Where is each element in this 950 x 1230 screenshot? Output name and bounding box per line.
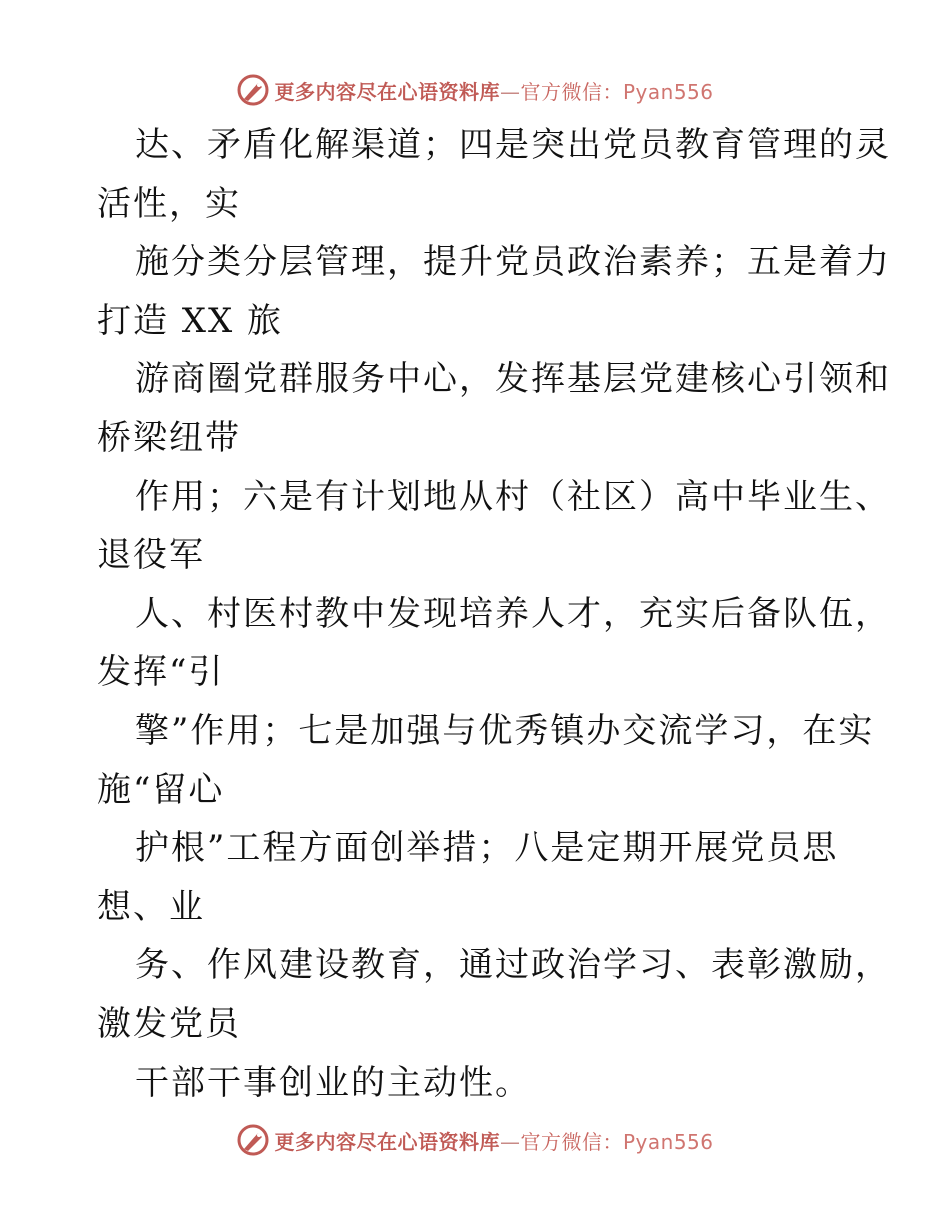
header-separator: — [499,79,521,104]
text-line: 作用；六是有计划地从村（社区）高中毕业生、 [135,476,891,517]
text-line: 达、矛盾化解渠道；四是突出党员教育管理的灵 [135,125,891,165]
text-line: 人、村医村教中发现培养人才，充实后备队伍， [135,593,891,634]
header-banner [0,70,950,110]
document-body [97,116,891,1112]
text-line: 施分类分层管理，提升党员政治素养；五是着力 [135,242,891,283]
footer-banner [0,1120,950,1160]
footer-separator: — [499,1129,521,1154]
header-text [274,76,713,105]
header-wechat-label: 官方微信： [520,79,623,104]
header-brand: 更多内容尽在心语资料库 [274,79,500,104]
text-line: 护根”工程方面创举措；八是定期开展党员思 [135,828,839,869]
footer-wechat-id: Pyan556 [622,1129,714,1154]
text-line: 想、业 [97,886,205,927]
text-line: 活性，实 [97,183,241,224]
text-line: 打造 XX 旅 [97,300,284,341]
text-line: 务、作风建设教育，通过政治学习、表彰激励， [135,945,891,986]
text-line: 干部干事创业的主动性。 [135,1062,531,1103]
text-line: 退役军 [97,535,205,576]
footer-brand: 更多内容尽在心语资料库 [274,1129,500,1154]
footer-text [274,1126,713,1155]
header-wechat-id: Pyan556 [622,79,714,104]
text-line: 发挥“引 [97,652,225,693]
pen-nib-logo-icon [236,1123,270,1157]
pen-nib-logo-icon [236,73,270,107]
text-line: 施“留心 [97,769,225,810]
text-line: 桥梁纽带 [97,417,241,458]
footer-wechat-label: 官方微信： [520,1129,623,1154]
text-line: 激发党员 [97,1003,241,1044]
text-line: 游商圈党群服务中心，发挥基层党建核心引领和 [135,359,891,400]
text-line: 擎”作用；七是加强与优秀镇办交流学习，在实 [135,710,875,751]
